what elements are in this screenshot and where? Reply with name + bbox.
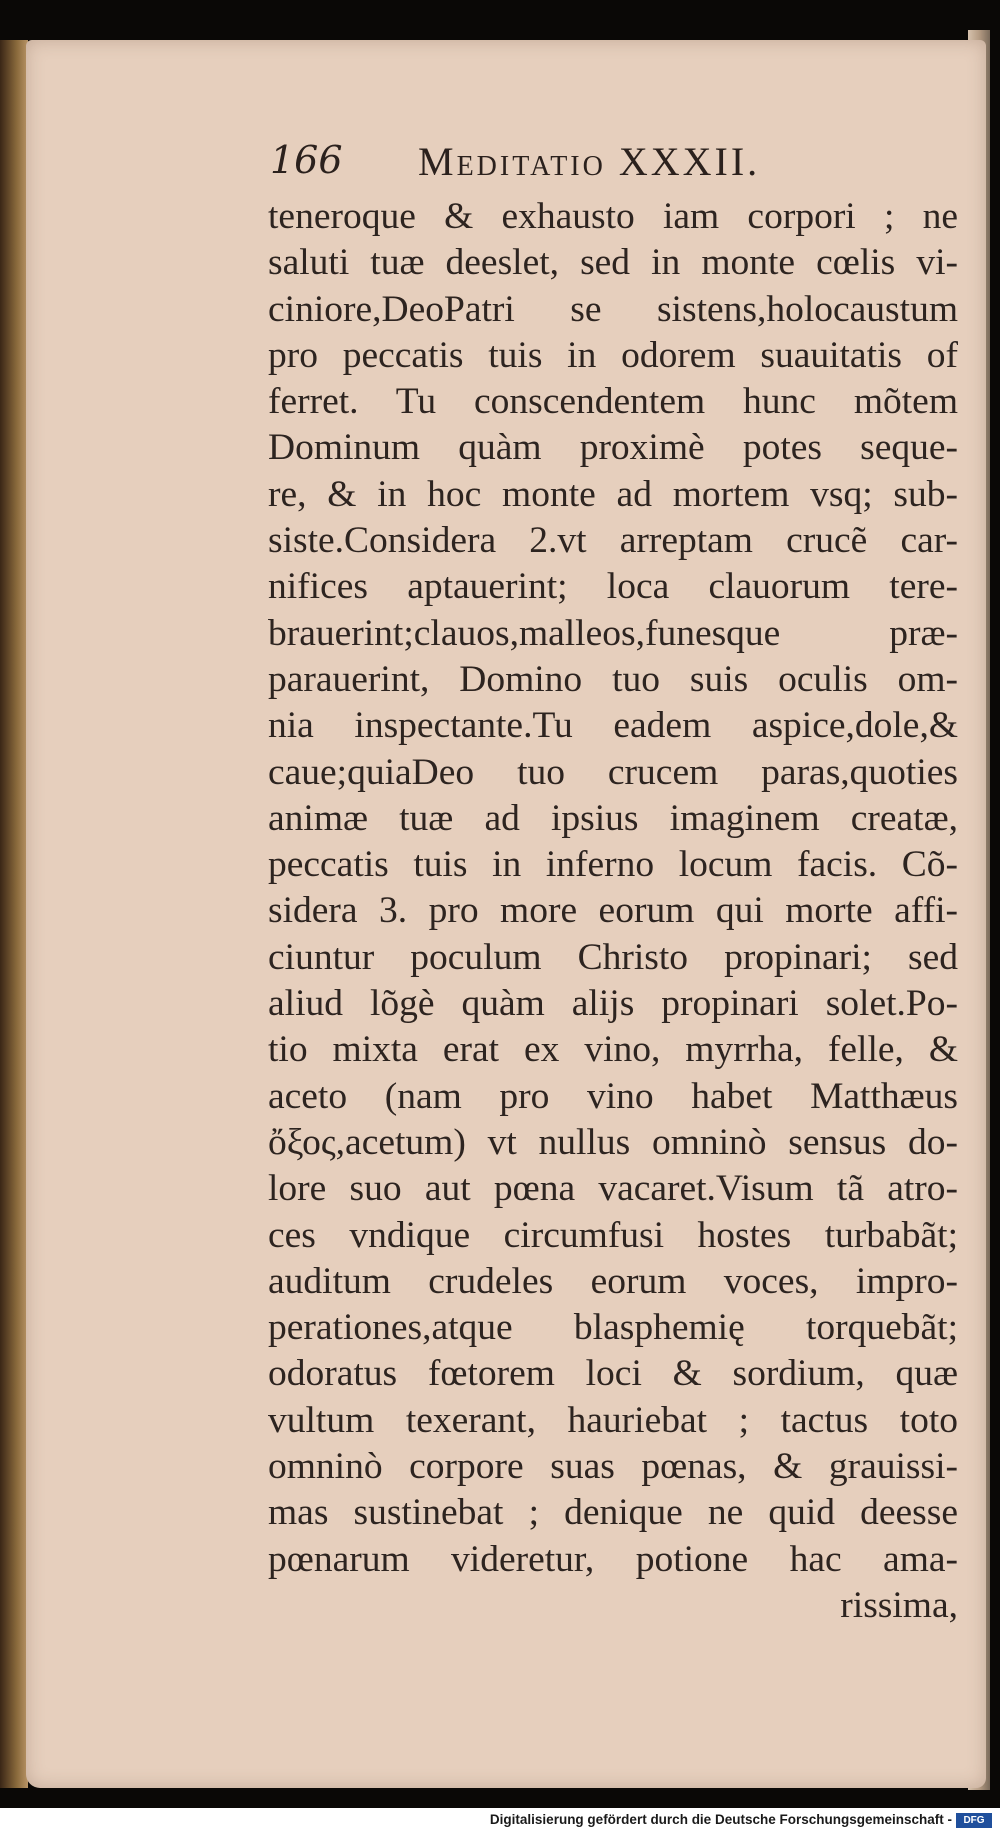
text-line: parauerint, Domino tuo suis oculis om- <box>268 658 958 700</box>
text-line: auditum crudeles eorum voces, impro- <box>268 1260 958 1302</box>
text-line: ciniore,DeoPatri se sistens,holocaustum <box>268 288 958 330</box>
catchword: rissima, <box>840 1584 958 1626</box>
digitization-note: Digitalisierung gefördert durch die Deutsche Forschungsgemeinschaft - <box>489 1812 952 1827</box>
book-binding-edge <box>0 40 28 1788</box>
text-line: ὄξος,acetum) vt nullus omninò sensus do- <box>268 1121 958 1163</box>
text-line: aceto (nam pro vino habet Matthæus <box>268 1075 958 1117</box>
text-line: mas sustinebat ; denique ne quid deesse <box>268 1492 958 1534</box>
text-line: pro peccatis tuis in odorem suauitatis of <box>268 334 958 376</box>
text-line: ces vndique circumfusi hostes turbabãt; <box>268 1214 958 1256</box>
text-line: brauerint;clauos,malleos,funesque præ- <box>268 612 958 654</box>
text-line: omninò corpore suas pœnas, & grauissi- <box>268 1446 958 1488</box>
running-title: Meditatio XXXII. <box>418 139 761 184</box>
text-line: animæ tuæ ad ipsius imaginem creatæ, <box>268 797 958 839</box>
text-line: sidera 3. pro more eorum qui morte affi- <box>268 890 958 932</box>
text-line: vultum texerant, hauriebat ; tactus toto <box>268 1399 958 1441</box>
text-line: caue;quiaDeo tuo crucem paras,quoties <box>268 751 958 793</box>
text-line: teneroque & exhausto iam corpori ; ne <box>268 196 958 237</box>
footer-bar <box>0 1808 1000 1834</box>
running-head <box>270 138 970 198</box>
text-line: pœnarum videretur, potione hac ama- <box>268 1538 958 1580</box>
text-line: tio mixta erat ex vino, myrrha, felle, & <box>268 1029 958 1071</box>
text-line: nia inspectante.Tu eadem aspice,dole,& <box>268 705 958 747</box>
page-number: 166 <box>270 138 343 182</box>
text-line: perationes,atque blasphemię torquebãt; <box>268 1307 958 1349</box>
text-line: re, & in hoc monte ad mortem vsq; sub- <box>268 473 958 515</box>
text-line: ciuntur poculum Christo propinari; sed <box>268 936 958 978</box>
text-line: Dominum quàm proximè potes seque- <box>268 427 958 469</box>
text-line: saluti tuæ deeslet, sed in monte cœlis vi- <box>268 242 958 284</box>
text-line: lore suo aut pœna vacaret.Visum tã atro- <box>268 1168 958 1210</box>
text-line: aliud lõgè quàm alijs propinari solet.Po- <box>268 983 958 1025</box>
text-line: siste.Considera 2.vt arreptam crucẽ car- <box>268 520 958 562</box>
dfg-logo: DFG <box>956 1813 992 1828</box>
text-line: odoratus fœtorem loci & sordium, quæ <box>268 1353 958 1395</box>
text-line: peccatis tuis in inferno locum facis. Cõ- <box>268 844 958 886</box>
text-line: nifices aptauerint; loca clauorum tere- <box>268 566 958 608</box>
text-line: ferret. Tu conscendentem hunc mõtem <box>268 381 958 423</box>
body-text <box>268 194 958 1629</box>
